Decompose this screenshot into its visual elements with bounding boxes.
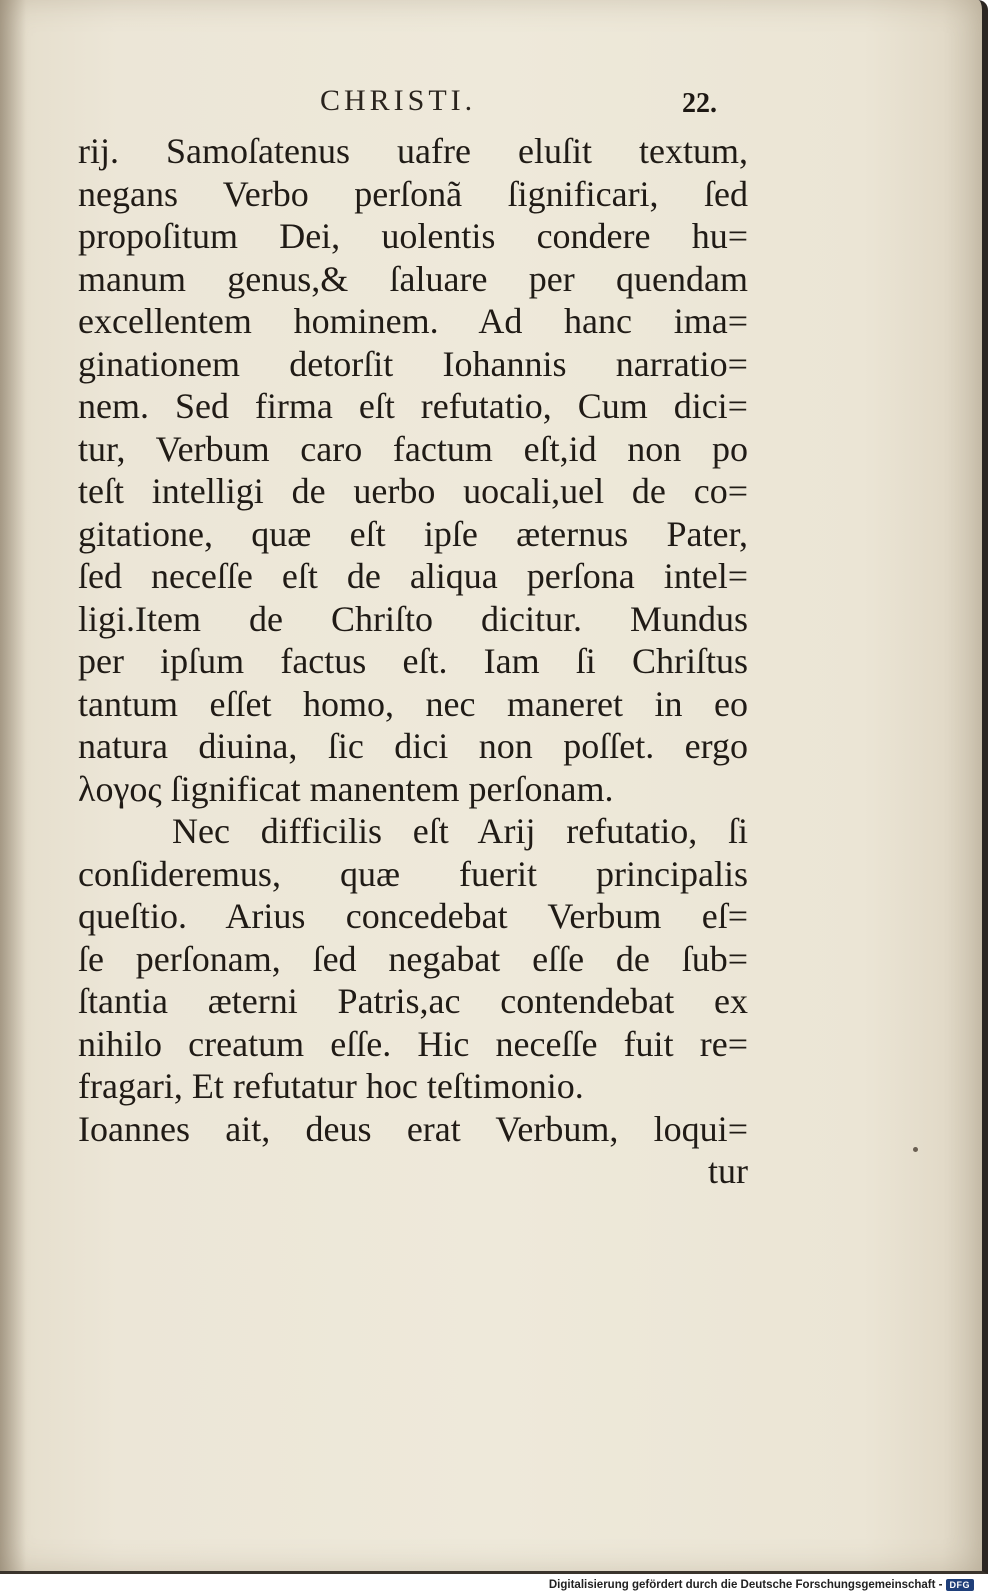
text-line: propoſitum Dei, uolentis condere hu= <box>78 216 748 256</box>
catchword: tur <box>708 1151 748 1191</box>
text-line: negans Verbo perſonã ſignificari, ſed <box>78 173 748 214</box>
text-line: nihilo creatum eſſe. Hic neceſſe fuit re= <box>78 1023 748 1064</box>
footer-text: Digitalisierung gefördert durch die Deutsche Forschungsgemeinschaft - <box>548 1579 943 1591</box>
text-line: nem. Sed firma eſt refutatio, Cum dici= <box>78 386 748 426</box>
running-title: CHRISTI. <box>320 84 477 117</box>
dfg-logo-icon: DFG <box>946 1579 975 1591</box>
text-line: manum genus,& ſaluare per quendam <box>78 258 748 299</box>
text-line: queſtio. Arius concedebat Verbum eſ= <box>78 896 748 936</box>
text-line: conſideremus, quæ fuerit principalis <box>78 853 748 894</box>
text-block <box>78 130 748 1193</box>
text-line: ſe perſonam, ſed negabat eſſe de ſub= <box>78 938 748 979</box>
text-line: teſt intelligi de uerbo uocali,uel de co= <box>78 471 748 511</box>
text-line: λογος ſignificat manentem perſonam. <box>78 768 614 809</box>
text-line: fragari, Et refutatur hoc teſtimonio. <box>78 1066 584 1106</box>
text-line: tur, Verbum caro factum eſt,id non po <box>78 428 748 469</box>
text-line: ligi.Item de Chriſto dicitur. Mundus <box>78 598 748 639</box>
text-line: excellentem hominem. Ad hanc ima= <box>78 301 748 341</box>
text-line: gitatione, quæ eſt ipſe æternus Pater, <box>78 513 748 554</box>
text-line: ſed neceſſe eſt de aliqua perſona intel= <box>78 556 748 596</box>
text-line: ginationem detorſit Iohannis narratio= <box>78 343 748 384</box>
page-number: 22. <box>682 88 717 119</box>
paper-speck <box>913 1147 918 1152</box>
text-line: rij. Samoſatenus uafre eluſit textum, <box>78 131 748 171</box>
text-line: natura diuina, ſic dici non poſſet. ergo <box>78 726 748 766</box>
text-line: per ipſum factus eſt. Iam ſi Chriſtus <box>78 641 748 681</box>
text-line: ſtantia æterni Patris,ac contendebat ex <box>78 981 748 1021</box>
text-line: tantum eſſet homo, nec maneret in eo <box>78 683 748 724</box>
text-line: Nec difficilis eſt Arij refutatio, ſi <box>172 811 748 851</box>
footer-credit <box>549 1576 974 1594</box>
text-line: Ioannes ait, deus erat Verbum, loqui= <box>78 1108 748 1149</box>
